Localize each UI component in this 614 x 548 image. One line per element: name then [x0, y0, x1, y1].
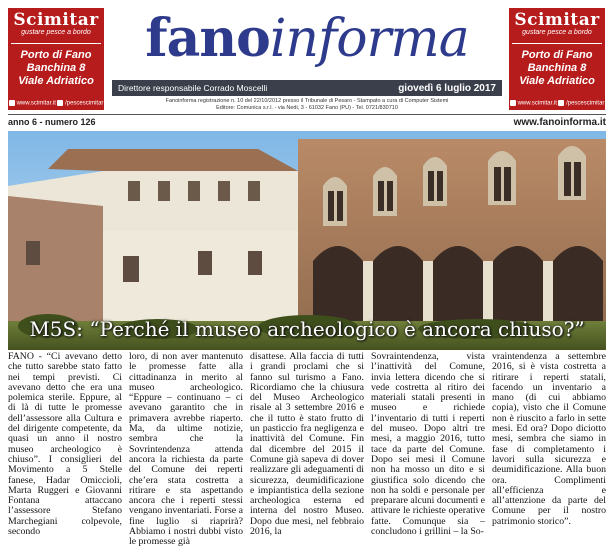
globe-icon	[510, 100, 516, 106]
facebook-icon	[57, 100, 63, 106]
facebook-icon	[558, 100, 564, 106]
article-body	[8, 351, 606, 548]
ad-social: /pescescimitar	[558, 100, 604, 107]
ad-line: Banchina 8	[527, 62, 587, 74]
ad-banner-left[interactable]	[8, 8, 104, 110]
article-column: FANO - “Ci avevano detto che tutto sarebbe stato fatto nei tempi previsti. Ci avevano detto che era una polemica sterile. Eppure, al di là di tutte le promesse dell’assessore alla Cultura e del dirigente competente, da quasi un anno il nostro museo archeologico è chiuso”. I consiglieri del Movimento a 5 Stelle fanese, Hadar Omiccioli, Marta Ruggeri e Giovanni Fontana attaccano l’assessore Stefano Marchegiani colpevole, secondo	[8, 351, 122, 538]
ad-line: Banchina 8	[26, 62, 86, 74]
masthead	[112, 10, 502, 68]
director-credit: Direttore responsabile Corrado Moscelli	[118, 83, 268, 93]
ad-brand: Scimitar	[514, 10, 600, 30]
website-link[interactable]: www.fanoinforma.it	[513, 117, 606, 128]
ad-slogan: gustare pesce a bordo	[21, 29, 91, 36]
ad-footer	[8, 100, 104, 107]
ad-address	[512, 43, 602, 88]
editor-line: Editore: Comunica s.r.l. - via Nedi, 3 - 61032 Fano (PU) - Tel. 0721/830710	[216, 105, 398, 111]
article-column: Sovraintendenza, vista l’inattività del Comune, invia lettera dicendo che si vede costretta al ritiro dei materiali statali presenti in museo e richiede l’inventario di tutti i reperti del museo. Dopo altri tre mesi, a maggio 2016, tutto tace da parte del Comune. Dopo sei mesi il Comune non ha mosso un dito e si giustifica solo dicendo che non ha soldi e personale per preparare alcuni documenti e attivare le richieste operative fatte. Comunque sia – concludono i grillini – la So-	[371, 351, 485, 538]
logo-part-italic: informa	[269, 9, 469, 69]
ad-line: Viale Adriatico	[519, 75, 595, 87]
ad-line: Viale Adriatico	[18, 75, 94, 87]
ad-footer	[509, 100, 605, 107]
ad-banner-right[interactable]	[509, 8, 605, 110]
ad-slogan: gustare pesce a bordo	[522, 29, 592, 36]
article-column: loro, di non aver mantenuto le promesse fatte alla cittadinanza in merito al museo archeologico. “Eppure – continuano – ci avevano garantito che in primavera avrebbe riaperto. Ma, da ultime notizie, sembra che la Sovrintendenza attenda ancora la richiesta da parte del Comune dei reperti che’era stata costretta a ritirare e sta aspettando ancora che i reperti stessi vengano inventariati. Forse a fine luglio si riaprirà? Abbiamo i nostri dubbi visto le promesse già	[129, 351, 243, 548]
info-bar	[112, 80, 502, 96]
ad-address	[11, 43, 101, 88]
divider	[8, 114, 606, 115]
issue-number: anno 6 - numero 126	[8, 117, 96, 127]
ad-brand: Scimitar	[13, 10, 99, 30]
article-photo	[8, 131, 606, 350]
ad-social: /pescescimitar	[57, 100, 103, 107]
issue-date: giovedì 6 luglio 2017	[398, 82, 496, 94]
article-column: disattese. Alla faccia di tutti i grandi proclami che si fanno sul turismo a Fano. Ricordiamo che la chiusura del Museo Archeologico risale al 3 settembre 2016 e che il tutto è stato frutto di un pasticcio fra negligenza e inattività del Comune. Fin dal dicembre del 2015 il Comune già sapeva di dover realizzare gli adeguamenti di sicurezza, deumidificazione e impiantistica della sezione archeologica esterna ed interna del nostro Museo. Dopo due mesi, nel febbraio 2016, la	[250, 351, 364, 538]
ad-web: www.scimitar.it	[9, 100, 56, 107]
ad-web: www.scimitar.it	[510, 100, 557, 107]
newspaper-logo[interactable]	[112, 10, 502, 68]
ad-line: Porto di Fano	[20, 49, 92, 61]
logo-part-bold: fano	[145, 8, 270, 69]
registration-line: Fanoinforma registrazione n. 10 del 22/10/2012 presso il Tribunale di Pesaro - Stampato a cura di Computer Sistemi	[165, 98, 449, 104]
article-headline[interactable]: M5S: “Perché il museo archeologico è ancora chiuso?”	[29, 317, 585, 341]
globe-icon	[9, 100, 15, 106]
ad-line: Porto di Fano	[521, 49, 593, 61]
article-column: vraintendenza a settembre 2016, si è vista costretta a ritirare i reperti statali, facendo un inventario a mano (di cui abbiamo copia), visto che il Comune non è riuscito a farlo in sette mesi. Ed ora? Dopo diciotto mesi, sembra che siamo in fase di completamento i lavori sulla sicurezza e deumidificazione. Alla buon ora. Complimenti all’efficienza e all’attenzione da parte del Comune per il nostro patrimonio storico”.	[492, 351, 606, 527]
